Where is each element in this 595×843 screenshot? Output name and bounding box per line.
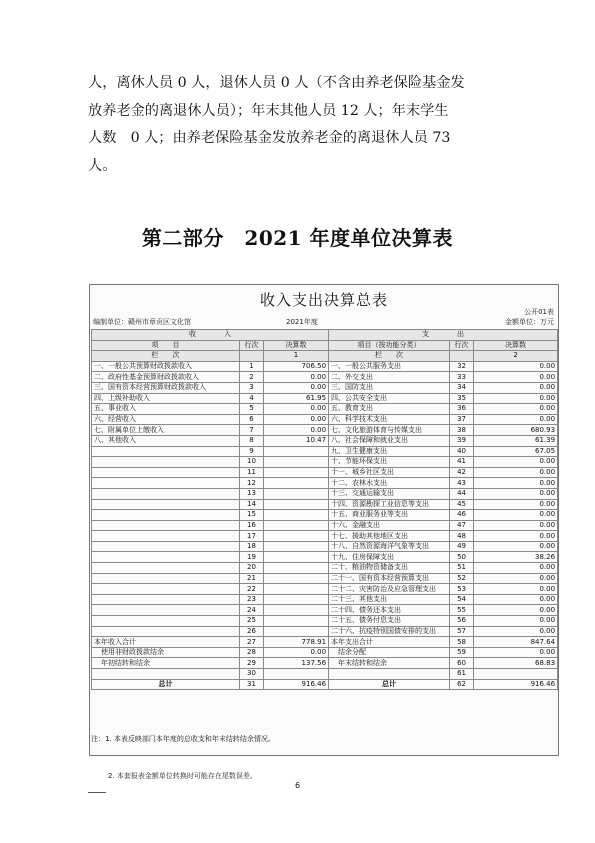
expense-amount: 67.05 (474, 446, 558, 457)
table-note: 注：1. 本表反映部门本年度的总收支和年末结转结余情况。 (91, 735, 275, 743)
table-row (92, 669, 558, 680)
expense-item: 二十四、债务还本支出 (329, 605, 450, 616)
income-amount: 706.50 (264, 361, 329, 372)
expense-amount: 61.39 (474, 435, 558, 446)
expense-line: 50 (450, 552, 474, 563)
income-line: 18 (240, 541, 264, 552)
total-income-amount: 916.46 (264, 679, 329, 690)
income-amount (264, 467, 329, 478)
table-row (92, 520, 558, 531)
expense-item: 十七、援助其他地区支出 (329, 531, 450, 542)
income-item: 使用非财政拨款结余 (92, 647, 240, 658)
expense-item: 四、公共安全支出 (329, 393, 450, 404)
income-item (92, 626, 240, 637)
table-row (92, 658, 558, 669)
income-amount (264, 510, 329, 521)
income-line: 7 (240, 425, 264, 436)
expense-item: 年末结转和结余 (329, 658, 450, 669)
paragraph-line: 放养老金的离退休人员）；年末其他人员 12 人；年末学生 (88, 102, 449, 119)
income-line: 8 (240, 435, 264, 446)
table-row (92, 594, 558, 605)
income-line: 25 (240, 616, 264, 627)
expense-line: 36 (450, 404, 474, 415)
col-line: 行次 (240, 340, 264, 351)
table-row (92, 573, 558, 584)
expense-amount: 0.00 (474, 510, 558, 521)
section-heading: 第二部分 2021 年度单位决算表 (141, 226, 454, 250)
income-amount (264, 446, 329, 457)
total-expense-label: 总计 (329, 679, 450, 690)
col-amount: 决算数 (264, 340, 329, 351)
income-line: 27 (240, 637, 264, 648)
expense-amount: 0.00 (474, 382, 558, 393)
income-amount (264, 584, 329, 595)
expense-line: 55 (450, 605, 474, 616)
expense-item: 十四、资源勘探工业信息等支出 (329, 499, 450, 510)
sub-blank (240, 351, 264, 362)
expense-line: 41 (450, 457, 474, 468)
expense-amount: 0.00 (474, 584, 558, 595)
income-line: 9 (240, 446, 264, 457)
footer-rule (88, 792, 106, 793)
expense-line: 43 (450, 478, 474, 489)
expense-line: 32 (450, 361, 474, 372)
col-item: 项 目 (92, 340, 240, 351)
table-sub-header-row (92, 351, 558, 362)
table-total-row (92, 679, 558, 690)
expense-line: 53 (450, 584, 474, 595)
table-group-header-row (92, 330, 558, 341)
income-amount (264, 478, 329, 489)
income-item (92, 457, 240, 468)
expense-item: 十八、自然资源海洋气象等支出 (329, 541, 450, 552)
income-line: 5 (240, 404, 264, 415)
income-line: 30 (240, 669, 264, 680)
income-item: 六、经营收入 (92, 414, 240, 425)
expense-item: 二十二、灾害防治及应急管理支出 (329, 584, 450, 595)
income-line: 3 (240, 382, 264, 393)
income-amount: 0.00 (264, 382, 329, 393)
year-label: 2021年度 (286, 318, 318, 326)
income-line: 11 (240, 467, 264, 478)
expense-item: 二十六、抗疫特别国债安排的支出 (329, 626, 450, 637)
income-item (92, 669, 240, 680)
expense-line: 48 (450, 531, 474, 542)
sub-1: 1 (264, 351, 329, 362)
expense-line: 54 (450, 594, 474, 605)
sub-lanci: 栏 次 (92, 351, 240, 362)
expense-line: 60 (450, 658, 474, 669)
expense-amount: 0.00 (474, 457, 558, 468)
expense-amount (474, 669, 558, 680)
income-line: 17 (240, 531, 264, 542)
income-amount (264, 573, 329, 584)
expense-amount: 0.00 (474, 647, 558, 658)
table-row (92, 499, 558, 510)
expense-amount: 0.00 (474, 616, 558, 627)
income-line: 21 (240, 573, 264, 584)
expense-line: 46 (450, 510, 474, 521)
expense-amount: 847.64 (474, 637, 558, 648)
col-item-exp: 项目（按功能分类） (329, 340, 450, 351)
table-row (92, 531, 558, 542)
table-row (92, 457, 558, 468)
expense-line: 40 (450, 446, 474, 457)
table-row (92, 541, 558, 552)
table-row (92, 393, 558, 404)
income-amount (264, 605, 329, 616)
expense-amount: 0.00 (474, 361, 558, 372)
income-item: 五、事业收入 (92, 404, 240, 415)
expense-amount: 68.83 (474, 658, 558, 669)
expense-item: 二、外交支出 (329, 372, 450, 383)
table-row (92, 372, 558, 383)
income-amount: 0.00 (264, 414, 329, 425)
expense-line: 42 (450, 467, 474, 478)
expense-item: 三、国防支出 (329, 382, 450, 393)
table-row (92, 626, 558, 637)
expense-amount: 0.00 (474, 520, 558, 531)
expense-line: 38 (450, 425, 474, 436)
income-amount (264, 520, 329, 531)
table-title: 收入支出决算总表 (259, 291, 388, 309)
income-item: 年初结转和结余 (92, 658, 240, 669)
expense-line: 39 (450, 435, 474, 446)
table-row (92, 467, 558, 478)
income-item (92, 467, 240, 478)
income-item: 本年收入合计 (92, 637, 240, 648)
expense-item: 本年支出合计 (329, 637, 450, 648)
income-item: 二、政府性基金预算财政拨款收入 (92, 372, 240, 383)
expense-amount: 0.00 (474, 414, 558, 425)
income-line: 23 (240, 594, 264, 605)
income-line: 29 (240, 658, 264, 669)
total-income-label: 总计 (92, 679, 240, 690)
total-expense-amount: 916.46 (474, 679, 558, 690)
income-item (92, 552, 240, 563)
income-item (92, 520, 240, 531)
expense-line: 49 (450, 541, 474, 552)
income-item: 一、一般公共预算财政拨款收入 (92, 361, 240, 372)
expense-line: 47 (450, 520, 474, 531)
form-code: 公开01表 (524, 308, 554, 316)
table-row (92, 647, 558, 658)
expense-amount: 0.00 (474, 563, 558, 574)
expense-amount: 0.00 (474, 499, 558, 510)
table-column-header-row (92, 340, 558, 351)
income-item (92, 531, 240, 542)
expense-item: 六、科学技术支出 (329, 414, 450, 425)
table-note-2: 2. 本套报表金额单位转换时可能存在尾数误差。 (108, 772, 257, 780)
table-row (92, 488, 558, 499)
expense-item (329, 669, 450, 680)
expense-amount: 0.00 (474, 573, 558, 584)
table-row (92, 616, 558, 627)
income-item (92, 446, 240, 457)
expense-line: 61 (450, 669, 474, 680)
table-row (92, 382, 558, 393)
expense-item: 十一、城乡社区支出 (329, 467, 450, 478)
income-item: 八、其他收入 (92, 435, 240, 446)
income-item (92, 594, 240, 605)
unit-label: 金额单位：万元 (505, 318, 554, 326)
expense-amount: 0.00 (474, 541, 558, 552)
total-expense-line: 62 (450, 679, 474, 690)
income-line: 16 (240, 520, 264, 531)
budget-table-image (89, 284, 559, 756)
expense-item: 十二、农林水支出 (329, 478, 450, 489)
expense-line: 35 (450, 393, 474, 404)
income-line: 22 (240, 584, 264, 595)
expense-amount: 0.00 (474, 478, 558, 489)
table-row (92, 425, 558, 436)
income-amount: 0.00 (264, 647, 329, 658)
table-row (92, 446, 558, 457)
expense-amount: 0.00 (474, 594, 558, 605)
expense-amount: 680.93 (474, 425, 558, 436)
expense-amount: 0.00 (474, 467, 558, 478)
income-amount: 10.47 (264, 435, 329, 446)
table-row (92, 478, 558, 489)
income-item (92, 478, 240, 489)
col-amount-exp: 决算数 (474, 340, 558, 351)
expense-amount: 38.26 (474, 552, 558, 563)
income-line: 6 (240, 414, 264, 425)
income-header: 收 入 (92, 330, 329, 341)
income-amount (264, 552, 329, 563)
col-line-exp: 行次 (450, 340, 474, 351)
income-amount (264, 457, 329, 468)
expense-item: 五、教育支出 (329, 404, 450, 415)
expense-item: 二十一、国有资本经营预算支出 (329, 573, 450, 584)
income-line: 1 (240, 361, 264, 372)
expense-line: 57 (450, 626, 474, 637)
body-paragraph (88, 70, 518, 180)
expense-item: 结余分配 (329, 647, 450, 658)
income-item: 三、国有资本经营预算财政拨款收入 (92, 382, 240, 393)
expense-item: 十三、交通运输支出 (329, 488, 450, 499)
income-amount: 61.95 (264, 393, 329, 404)
income-line: 13 (240, 488, 264, 499)
income-line: 20 (240, 563, 264, 574)
table-row (92, 552, 558, 563)
expense-item: 一、一般公共服务支出 (329, 361, 450, 372)
income-line: 2 (240, 372, 264, 383)
income-item (92, 563, 240, 574)
income-amount (264, 541, 329, 552)
paragraph-line: 人，离休人员 0 人，退休人员 0 人（不含由养老保险基金发 (88, 75, 465, 91)
income-amount: 137.56 (264, 658, 329, 669)
income-item (92, 616, 240, 627)
expense-amount: 0.00 (474, 404, 558, 415)
expense-amount: 0.00 (474, 488, 558, 499)
table-row (92, 563, 558, 574)
table-row (92, 605, 558, 616)
expense-item: 二十、粮油物资储备支出 (329, 563, 450, 574)
income-amount (264, 669, 329, 680)
expense-line: 37 (450, 414, 474, 425)
expense-amount: 0.00 (474, 531, 558, 542)
sub-2: 2 (474, 351, 558, 362)
income-amount (264, 594, 329, 605)
table-row (92, 404, 558, 415)
income-amount (264, 531, 329, 542)
income-item (92, 541, 240, 552)
income-item (92, 510, 240, 521)
income-item (92, 499, 240, 510)
income-item: 七、附属单位上缴收入 (92, 425, 240, 436)
income-item (92, 605, 240, 616)
paragraph-line: 人数 0 人；由养老保险基金发放养老金的离退休人员 73 (88, 130, 451, 146)
income-amount: 778.91 (264, 637, 329, 648)
income-item: 四、上级补助收入 (92, 393, 240, 404)
income-line: 15 (240, 510, 264, 521)
expense-line: 45 (450, 499, 474, 510)
expense-line: 33 (450, 372, 474, 383)
budget-table (91, 329, 558, 690)
expense-line: 34 (450, 382, 474, 393)
org-label: 编制单位：赣州市章贡区文化馆 (93, 318, 191, 326)
table-row (92, 637, 558, 648)
income-item (92, 488, 240, 499)
expense-amount: 0.00 (474, 605, 558, 616)
income-line: 14 (240, 499, 264, 510)
expense-line: 59 (450, 647, 474, 658)
expense-line: 44 (450, 488, 474, 499)
expense-line: 56 (450, 616, 474, 627)
table-row (92, 435, 558, 446)
income-line: 12 (240, 478, 264, 489)
expense-item: 二十三、其他支出 (329, 594, 450, 605)
expense-item: 七、文化旅游体育与传媒支出 (329, 425, 450, 436)
income-amount (264, 499, 329, 510)
total-income-line: 31 (240, 679, 264, 690)
expense-item: 十、节能环保支出 (329, 457, 450, 468)
expense-item: 十五、商业服务业等支出 (329, 510, 450, 521)
income-line: 4 (240, 393, 264, 404)
income-amount: 0.00 (264, 372, 329, 383)
expense-amount: 0.00 (474, 393, 558, 404)
income-amount (264, 563, 329, 574)
income-line: 19 (240, 552, 264, 563)
expense-line: 52 (450, 573, 474, 584)
expense-line: 58 (450, 637, 474, 648)
expense-header: 支 出 (329, 330, 558, 341)
income-amount: 0.00 (264, 404, 329, 415)
page-number: 6 (294, 781, 301, 790)
income-line: 24 (240, 605, 264, 616)
expense-item: 九、卫生健康支出 (329, 446, 450, 457)
income-amount (264, 626, 329, 637)
expense-item: 二十五、债务付息支出 (329, 616, 450, 627)
table-row (92, 361, 558, 372)
income-item (92, 584, 240, 595)
income-item (92, 573, 240, 584)
paragraph-line: 人。 (88, 157, 117, 174)
expense-item: 十九、住房保障支出 (329, 552, 450, 563)
table-row (92, 584, 558, 595)
sub-lanci-exp: 栏 次 (329, 351, 450, 362)
sub-blank-exp (450, 351, 474, 362)
income-line: 26 (240, 626, 264, 637)
income-amount (264, 488, 329, 499)
expense-amount: 0.00 (474, 626, 558, 637)
income-amount (264, 616, 329, 627)
income-line: 28 (240, 647, 264, 658)
income-amount: 0.00 (264, 425, 329, 436)
expense-item: 十六、金融支出 (329, 520, 450, 531)
table-row (92, 510, 558, 521)
table-row (92, 414, 558, 425)
expense-item: 八、社会保障和就业支出 (329, 435, 450, 446)
expense-line: 51 (450, 563, 474, 574)
expense-amount: 0.00 (474, 372, 558, 383)
income-line: 10 (240, 457, 264, 468)
